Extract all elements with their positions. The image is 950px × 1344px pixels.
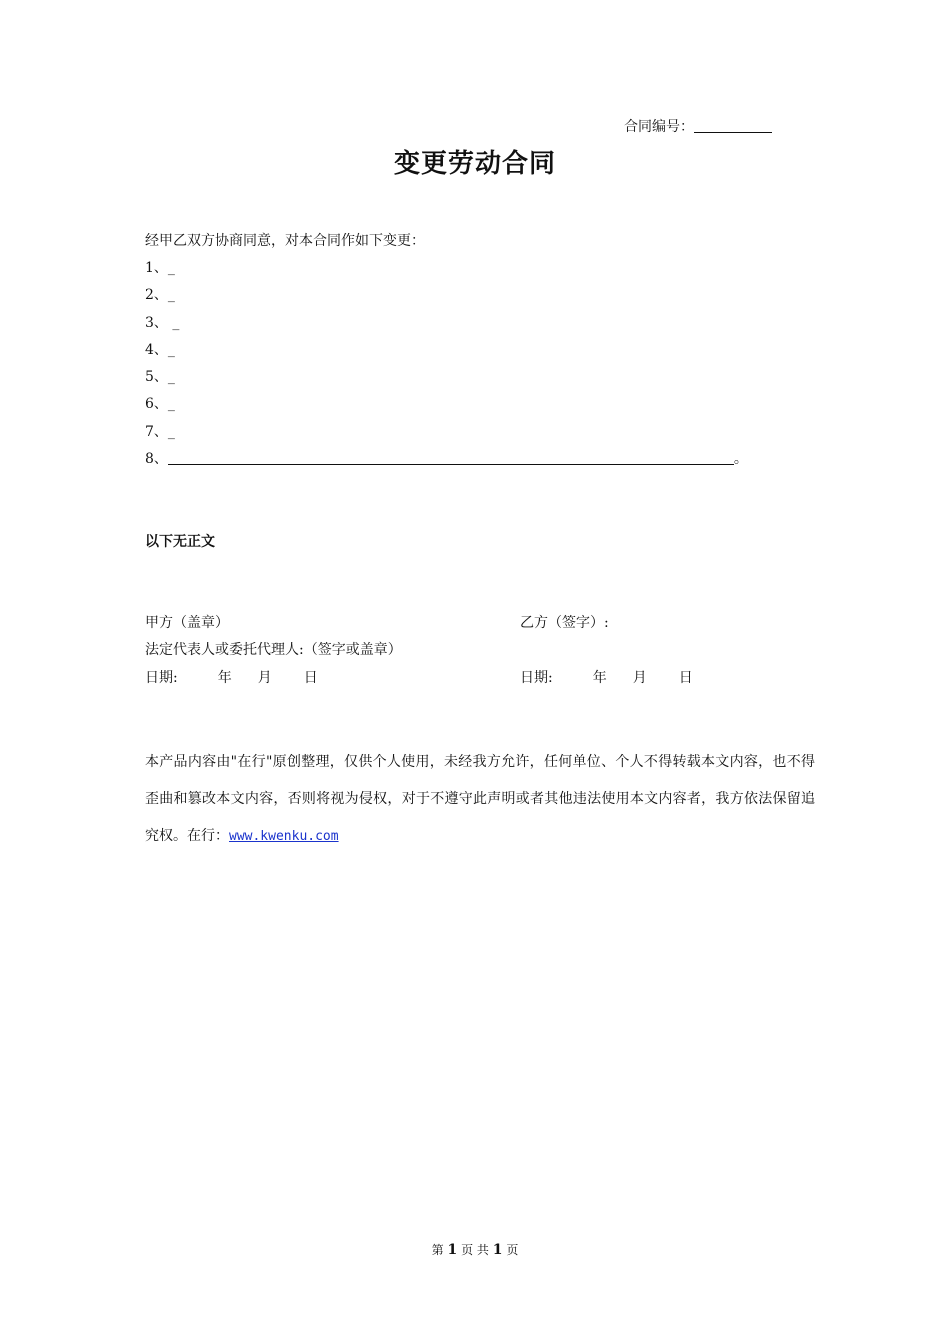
no-further-text: 以下无正文: [145, 534, 215, 550]
party-a-seal: 甲方（盖章）: [145, 615, 229, 631]
item-blank: _: [167, 287, 175, 304]
list-item: 8、 。: [145, 451, 748, 468]
list-item: 4、_: [145, 341, 175, 358]
page-number: 1: [447, 1242, 458, 1258]
list-item: 5、_: [145, 369, 175, 386]
item-blank: _: [167, 341, 175, 358]
website-link[interactable]: www.kwenku.com: [229, 829, 339, 844]
document-title: 变更劳动合同: [393, 149, 556, 179]
party-a-date: 日期: 年 月 日: [145, 670, 318, 686]
item-blank: _: [167, 396, 175, 413]
list-item: 3、 _: [145, 314, 180, 331]
party-a-representative: 法定代表人或委托代理人:（签字或盖章）: [145, 642, 402, 658]
item-blank: _: [167, 423, 175, 440]
list-item: 1、_: [145, 260, 175, 276]
notice-text: 本产品内容由"在行"原创整理，仅供个人使用，未经我方允许，任何单位、个人不得转载本文内容，也不得歪曲和篡改本文内容，否则将视为侵权，对于不遵守此声明或者其他违法使用本文内容者，我方依法保留追究权。在行：: [145, 754, 815, 844]
item-blank-line: [168, 449, 734, 465]
party-b-sign: 乙方（签字）:: [520, 615, 609, 631]
contract-number: [624, 116, 772, 136]
item-blank: _: [167, 314, 180, 331]
list-item: 7、_: [145, 423, 175, 440]
total-pages: 1: [492, 1242, 503, 1258]
change-items-list: [145, 257, 748, 475]
list-item: 6、_: [145, 396, 175, 413]
party-b-date: 日期: 年 月 日: [520, 670, 693, 686]
copyright-notice: [145, 744, 815, 855]
contract-number-blank: [694, 118, 772, 133]
contract-number-label: 合同编号：: [624, 119, 694, 135]
page-footer: 第 1 页 共 1 页: [431, 1242, 519, 1258]
item-blank: _: [167, 260, 175, 276]
list-item: 2、_: [145, 287, 175, 304]
intro-text: 经甲乙双方协商同意，对本合同作如下变更：: [145, 233, 425, 249]
item-blank: _: [167, 369, 175, 386]
